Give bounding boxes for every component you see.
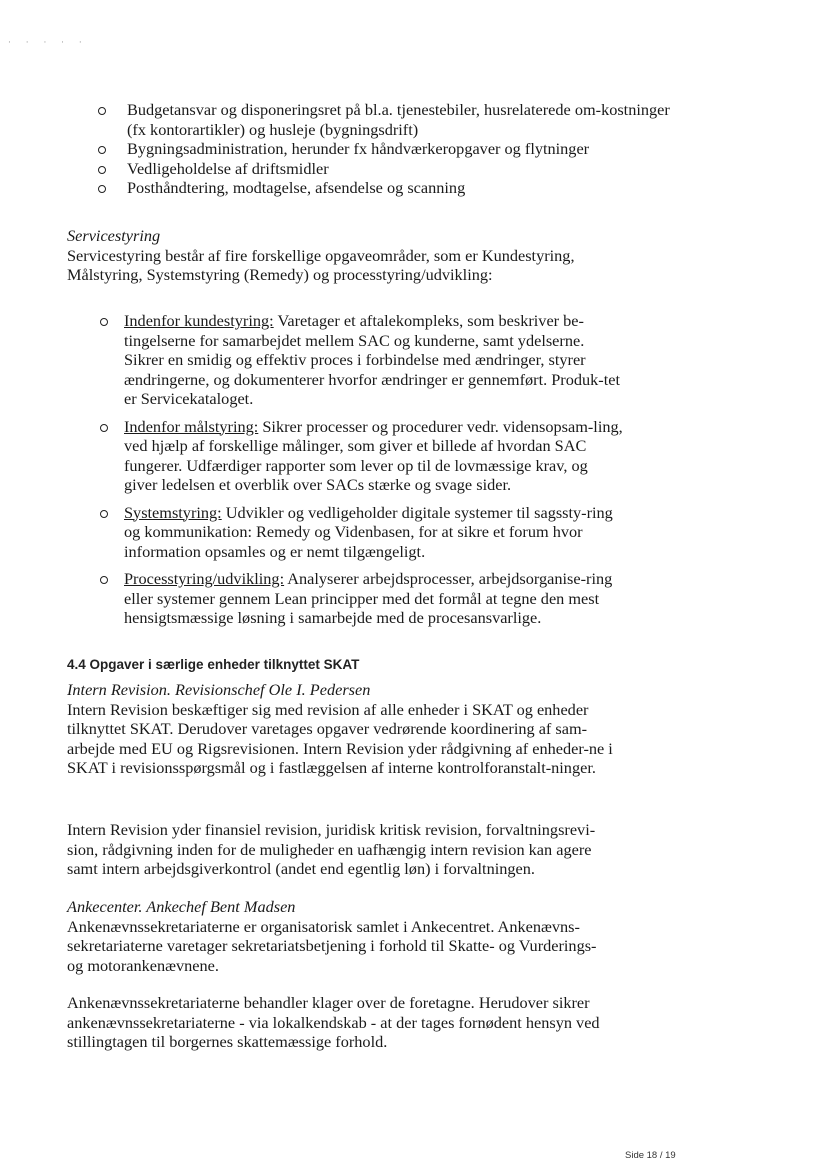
intern-revision-paragraph-1: Intern Revision beskæftiger sig med revision af alle enheder i SKAT og enheder tilknyttet SKAT. Derudover varetages opgaver vedrørende koordinering af sam-arbejde med EU og Rigsrevisionen. Intern Revision yder rådgivning af enheder-ne i SKAT i revisionsspørgsmål og i fastlæggelsen af interne kontrolforanstalt-ninger.	[67, 699, 613, 777]
intern-revision-title: Intern Revision. Revisionschef Ole I. Pedersen	[67, 680, 371, 699]
intern-revision-section	[67, 680, 613, 778]
bullet-icon	[98, 107, 106, 115]
intern-revision-paragraph-2: Intern Revision yder finansiel revision, juridisk kritisk revision, forvaltningsrevi-sion, rådgivning inden for de muligheder en uafhængig intern revision kan agere samt intern arbejdsgiverkontrol (andet end egentlig løn) i forvaltningen.	[67, 820, 596, 878]
list-item: Bygningsadministration, herunder fx håndværkeropgaver og flytninger	[127, 139, 672, 159]
list-item	[124, 417, 624, 495]
item-label: Indenfor kundestyring:	[124, 311, 274, 330]
bullet-icon	[98, 166, 106, 174]
servicestyring-list	[124, 311, 624, 636]
bullet-icon	[100, 510, 108, 518]
item-text: Sikrer processer og procedurer vedr. vidensopsam-ling, ved hjælp af forskellige målinger, som giver et billede af hvordan SAC fungerer. Udfærdiger rapporter som lever op til de lovmæssige krav, og giver ledelsen et overblik over SACs stærke og svage sider.	[124, 416, 623, 494]
item-label: Systemstyring:	[124, 502, 222, 522]
section-heading: 4.4 Opgaver i særlige enheder tilknyttet SKAT	[67, 657, 360, 672]
item-label: Indenfor målstyring:	[124, 416, 259, 436]
bullet-icon	[98, 146, 106, 154]
servicestyring-section	[67, 226, 627, 285]
page-number: Side 18 / 19	[625, 1150, 676, 1161]
list-item	[124, 569, 624, 628]
bullet-icon	[100, 424, 108, 432]
ankecenter-title: Ankecenter. Ankechef Bent Madsen	[67, 897, 296, 916]
scan-marks: · · · · ·	[8, 38, 88, 48]
list-item	[124, 311, 624, 409]
ankecenter-paragraph-2: Ankenævnssekretariaterne behandler klager over de foretagne. Herudover sikrer ankenævnssekretariaterne - via lokalkendskab - at der tages fornødent hensyn ved stillingtagen til borgernes skattemæssige forhold.	[67, 993, 600, 1051]
item-text: Analyserer arbejdsprocesser, arbejdsorganise-ring eller systemer gennem Lean principper med det formål at tegne den mest hensigtsmæssige løsning i samarbejde med de procesansvarlige.	[124, 569, 613, 627]
bullet-icon	[100, 576, 108, 584]
top-bullet-list	[127, 100, 672, 198]
item-text: Varetager et aftalekompleks, som beskriver be-tingelserne for samarbejdet mellem SAC og kunderne, samt ydelserne. Sikrer en smidig og effektiv proces i forbindelse med ændringer, styrer ændringerne, og dokumenterer hvorfor ændringer er gennemført. Produk-tet er Servicekataloget.	[124, 311, 620, 408]
servicestyring-title: Servicestyring	[67, 226, 161, 245]
bullet-icon	[98, 185, 106, 193]
ankecenter-paragraph-1: Ankenævnssekretariaterne er organisatorisk samlet i Ankecentret. Ankenævns-sekretariaterne varetager sekretariatsbetjening i forhold til Skatte- og Vurderings- og motorankenævnene.	[67, 916, 597, 975]
item-text: Udvikler og vedligeholder digitale systemer til sagssty-ring og kommunikation: Remedy og Videnbasen, for at sikre et forum hvor information opsamles og er nemt tilgængeligt.	[124, 502, 613, 561]
ankecenter-section	[67, 897, 613, 975]
list-item: Vedligeholdelse af driftsmidler	[127, 159, 672, 179]
list-item	[124, 503, 624, 562]
servicestyring-intro: Servicestyring består af fire forskellige opgaveområder, som er Kundestyring, Målstyring, Systemstyring (Remedy) og processtyring/udvikling:	[67, 245, 575, 284]
list-item: Posthåndtering, modtagelse, afsendelse og scanning	[127, 178, 672, 198]
list-item: Budgetansvar og disponeringsret på bl.a. tjenestebiler, husrelaterede om-kostninger (fx kontorartikler) og husleje (bygningsdrift)	[127, 100, 672, 139]
bullet-icon	[100, 318, 108, 326]
item-label: Processtyring/udvikling:	[124, 569, 285, 588]
